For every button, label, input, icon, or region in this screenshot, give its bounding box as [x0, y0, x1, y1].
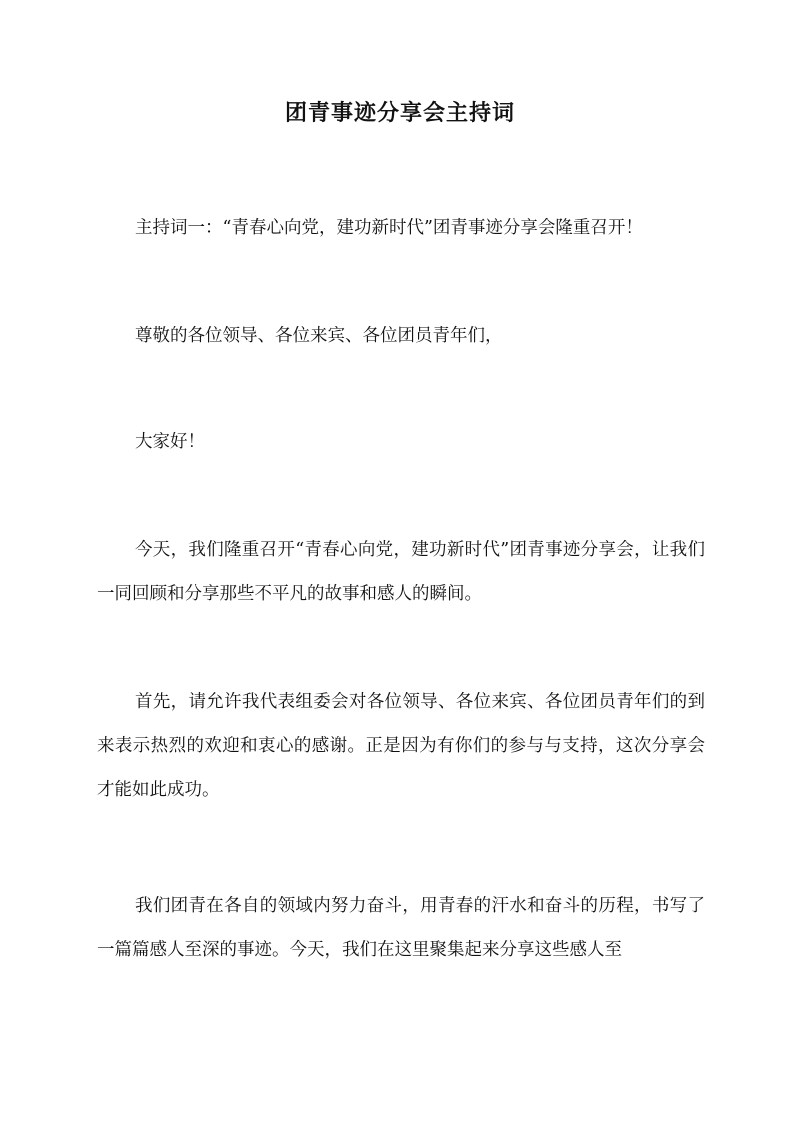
- paragraph-hello: 大家好！: [135, 432, 205, 452]
- paragraph-welcome-thanks: 首先，请允许我代表组委会对各位领导、各位来宾、各位团员青年们的到来表示热烈的欢迎和衷心的感谢。正是因为有你们的参与与支持，这次分享会才能如此成功。: [97, 692, 705, 800]
- paragraph-greeting-audience: 尊敬的各位领导、各位来宾、各位团员青年们，: [135, 326, 503, 346]
- paragraph-stories: 我们团青在各自的领域内努力奋斗，用青春的汗水和奋斗的历程，书写了一篇篇感人至深的事迹。今天，我们在这里聚集起来分享这些感人至: [97, 896, 705, 960]
- document-title: 团青事迹分享会主持词: [284, 100, 515, 126]
- paragraph-opening: 主持词一：“青春心向党，建功新时代”团青事迹分享会隆重召开！: [135, 218, 643, 238]
- paragraph-introduction: 今天，我们隆重召开“青春心向党，建功新时代”团青事迹分享会，让我们一同回顾和分享那些不平凡的故事和感人的瞬间。: [97, 540, 705, 604]
